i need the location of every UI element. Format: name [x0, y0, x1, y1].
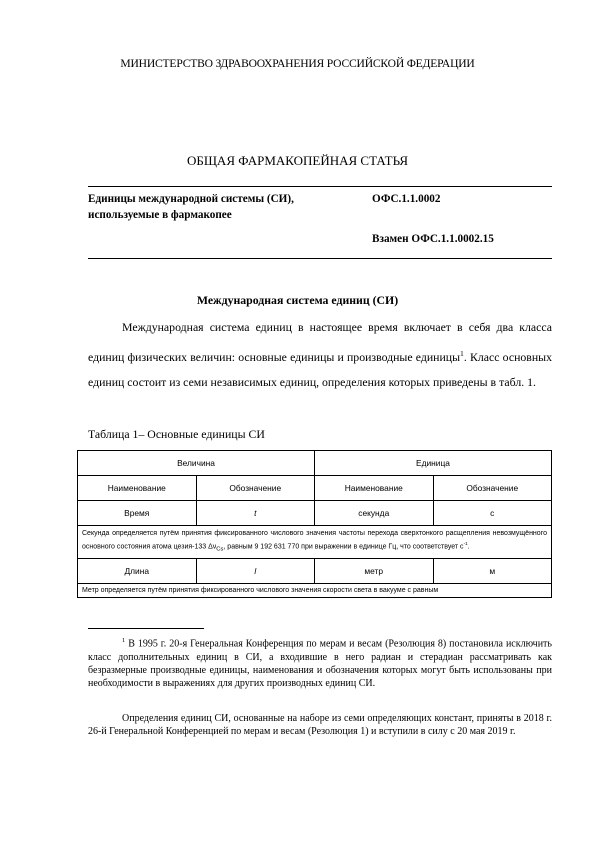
ministry-name: МИНИСТЕРСТВО ЗДРАВООХРАНЕНИЯ РОССИЙСКОЙ ФЕДЕРАЦИИ: [120, 57, 475, 70]
meta-rule: [88, 258, 552, 259]
footnote-1: [88, 634, 552, 690]
unit-symbol: м: [433, 558, 552, 583]
base-units-table: [77, 450, 552, 598]
quantity-symbol: t: [196, 501, 315, 526]
quantity-name: Время: [78, 501, 197, 526]
table-row-definition: [78, 526, 552, 559]
unit-symbol: с: [433, 501, 552, 526]
footnote-number: 1: [122, 637, 126, 644]
col-header-symbol: Обозначение: [196, 476, 315, 501]
definition-text-c: .: [467, 543, 470, 551]
col-header-unit-symbol: Обозначение: [433, 476, 552, 501]
definition-superscript: -1: [463, 541, 468, 546]
section-heading: Международная система единиц (СИ): [196, 293, 399, 307]
footnote-1-text: В 1995 г. 20-я Генеральная Конференция по мерам и весам (Резолюция 8) постановила исключить класс дополнительных единиц в СИ, а входившие в него радиан и стерадиан рассматривать как безразмерные производные единицы, наименования и обозначения которых могут быть использованы при необходимости в выражениях для других производных единиц СИ.: [88, 638, 552, 689]
definition-text-a: Секунда определяется путём принятия фиксированного числового значения частоты перехода сверхтонкого расщепления невозмущённого основного состояния атома цезия-133 Δν: [82, 530, 547, 551]
definition-subscript: Cs: [216, 546, 224, 553]
unit-definition: Метр определяется путём принятия фиксированного числового значения скорости света в вакууме с равным: [78, 583, 552, 597]
article-name-line-1: Единицы международной системы (СИ),: [88, 193, 294, 205]
table-row-definition: [78, 583, 552, 597]
table-row: [78, 501, 552, 526]
footnote-2: [88, 712, 552, 738]
col-header-unit-name: Наименование: [315, 476, 434, 501]
col-header-name: Наименование: [78, 476, 197, 501]
group-header-unit: Единица: [315, 451, 552, 476]
unit-definition: [78, 526, 552, 559]
document-title: ОБЩАЯ ФАРМАКОПЕЙНАЯ СТАТЬЯ: [186, 153, 409, 168]
unit-name: секунда: [315, 501, 434, 526]
definition-text-b: , равным 9 192 631 770 при выражении в единице Гц, что соответствует с: [223, 543, 464, 551]
article-name-line-2: используемые в фармакопее: [88, 209, 232, 221]
intro-paragraph: [88, 315, 552, 395]
footnote-ref[interactable]: 1: [460, 348, 464, 358]
quantity-name: Длина: [78, 558, 197, 583]
table-caption: Таблица 1– Основные единицы СИ: [88, 427, 265, 441]
group-header-quantity: Величина: [78, 451, 315, 476]
table-row: [78, 558, 552, 583]
article-code: ОФС.1.1.0002: [372, 193, 441, 205]
quantity-symbol: l: [196, 558, 315, 583]
intro-text-a: Международная система единиц в настоящее время включает в себя два класса единиц физических величин: основные единицы и производные единицы: [88, 320, 552, 364]
intro-text-b: . Класс основных единиц состоит из семи независимых единиц, определения которых приведены в табл. 1.: [88, 349, 552, 389]
unit-name: метр: [315, 558, 434, 583]
footnote-2-text: Определения единиц СИ, основанные на наборе из семи определяющих констант, приняты в 2018 г. 26-й Генеральной Конференцией по мерам и весам (Резолюция 1) и вступили в силу с 20 мая 2019 г.: [88, 713, 552, 738]
replaces-code: Взамен ОФС.1.1.0002.15: [372, 233, 494, 245]
footnote-separator: [88, 628, 204, 629]
header-rule: [88, 186, 552, 187]
